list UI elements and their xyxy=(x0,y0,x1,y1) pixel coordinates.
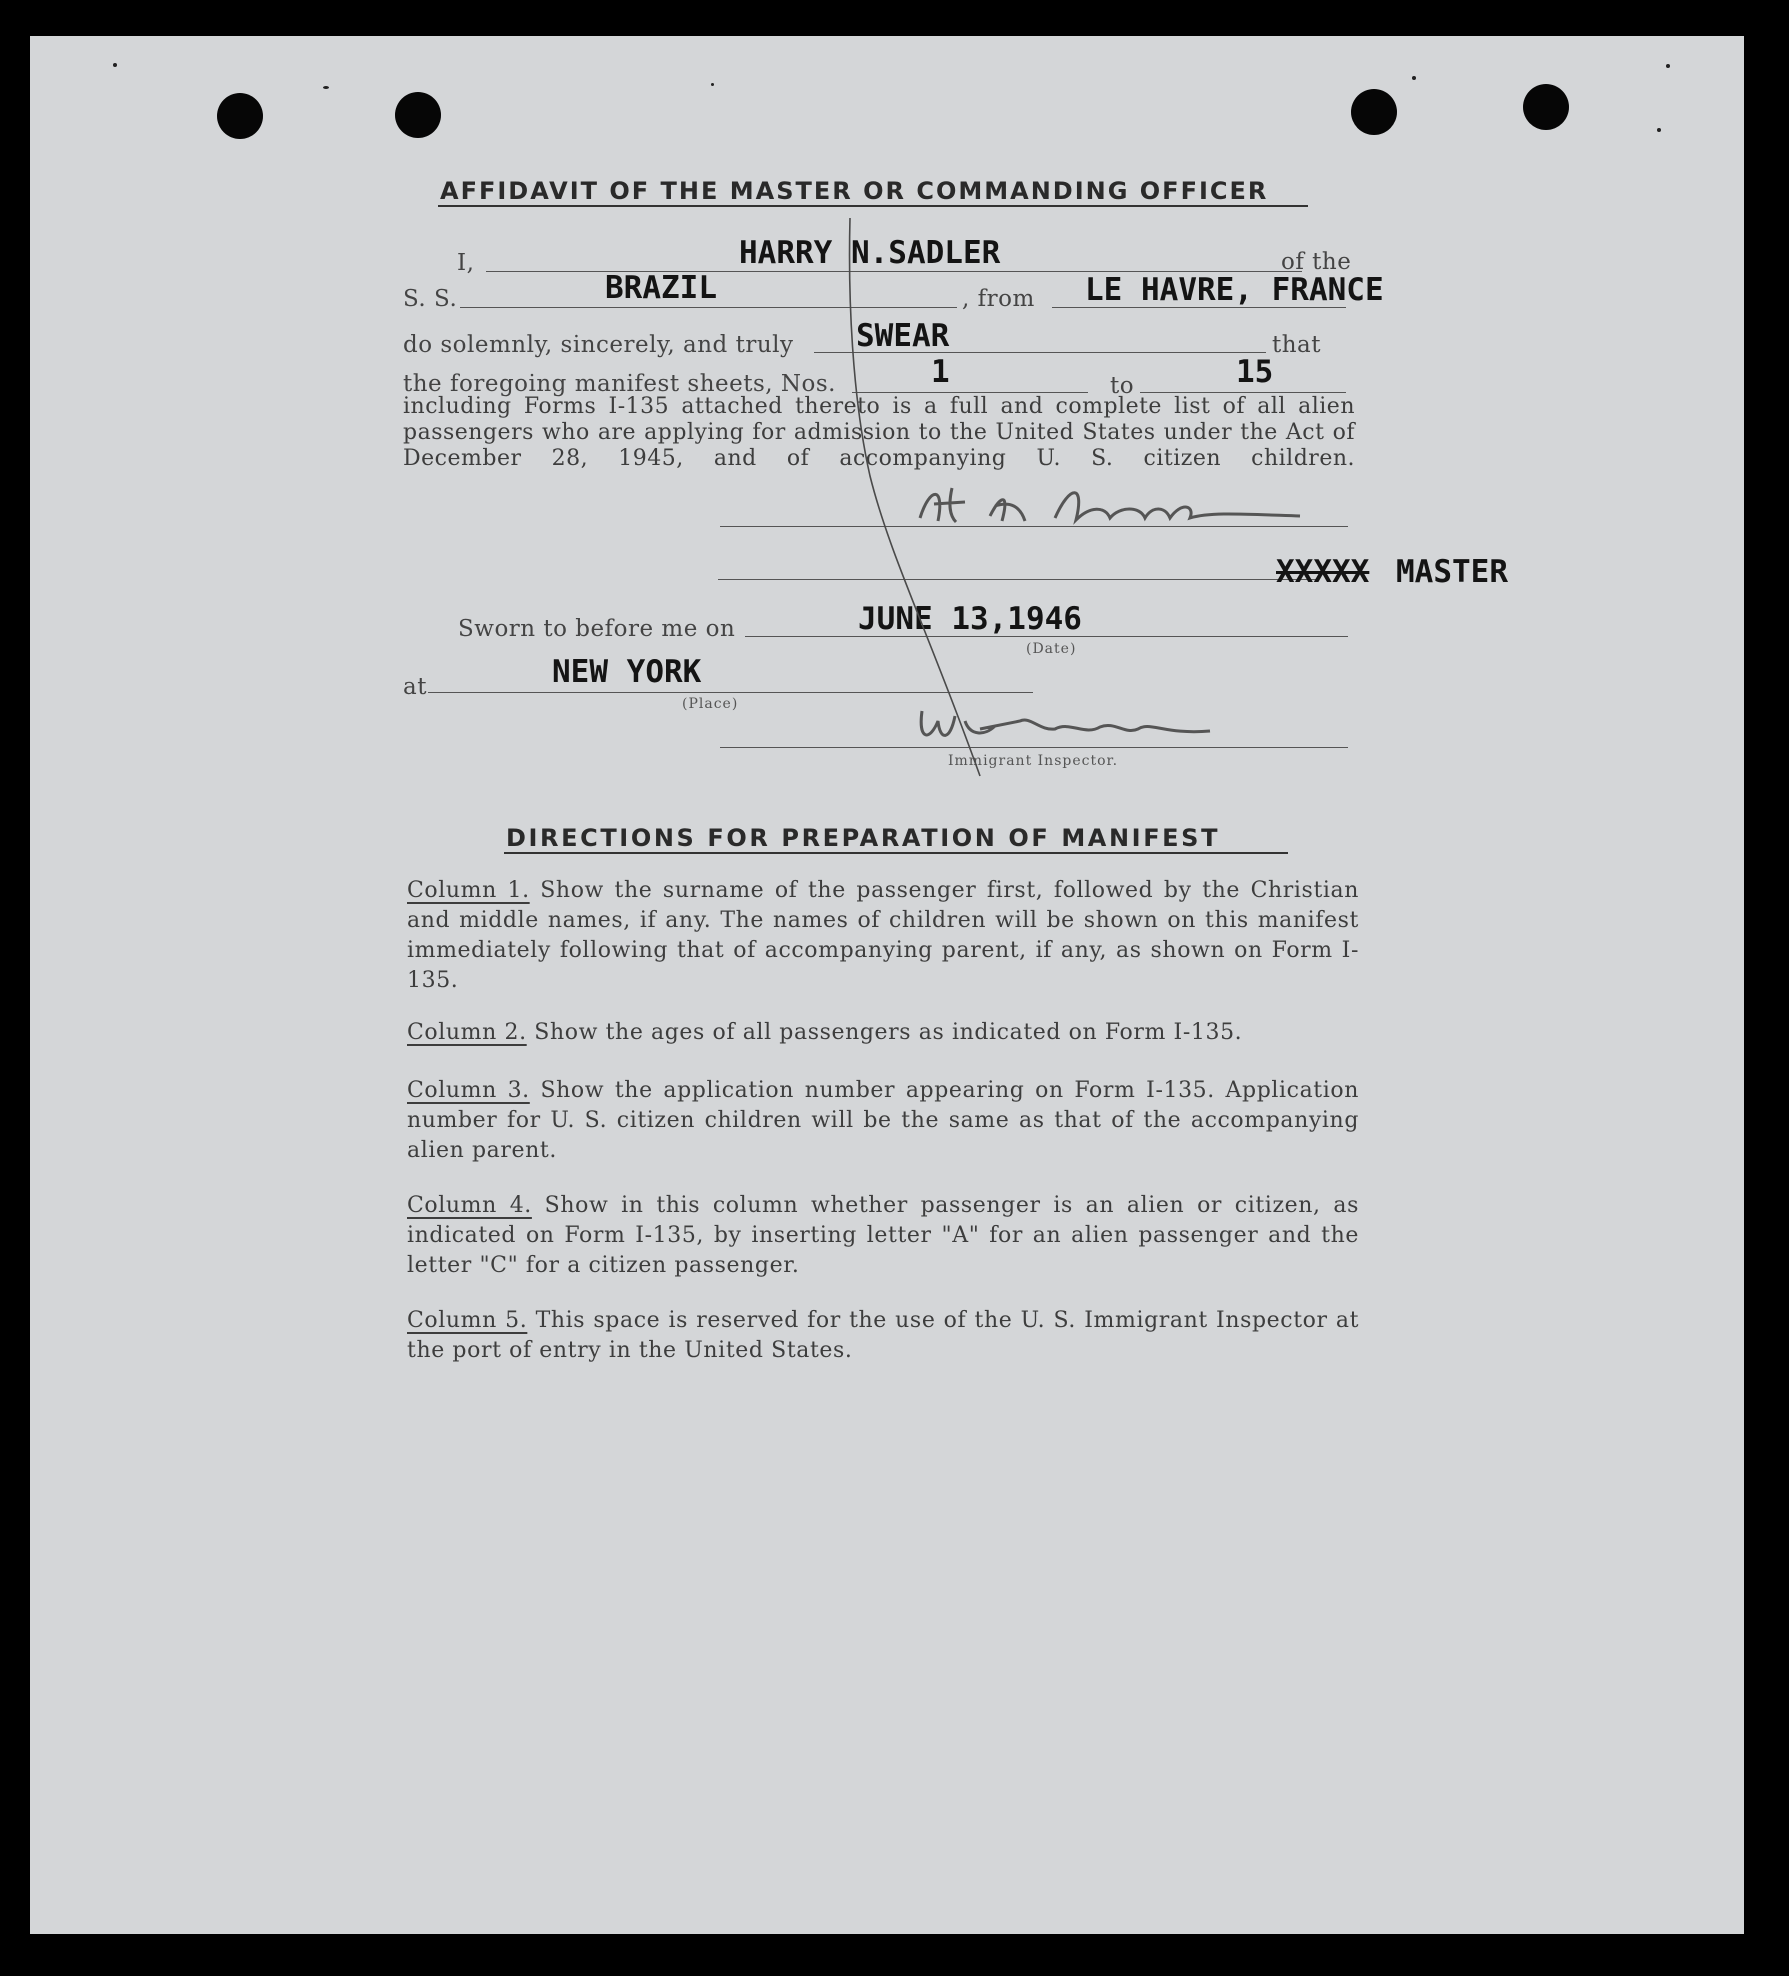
title-underline xyxy=(438,205,1308,207)
ship-name: BRAZIL xyxy=(605,270,717,306)
speck xyxy=(323,86,329,89)
sheet-to-line xyxy=(1140,392,1346,393)
place: NEW YORK xyxy=(552,654,702,690)
punch-hole xyxy=(395,92,441,138)
direction-column-3 xyxy=(407,1076,1359,1166)
direction-column-4 xyxy=(407,1191,1359,1281)
i-label: I, xyxy=(457,250,475,276)
sheets-text: the foregoing manifest sheets, Nos. xyxy=(403,371,836,397)
speck xyxy=(113,63,117,67)
at-label: at xyxy=(403,674,427,700)
port-from: LE HAVRE, FRANCE xyxy=(1085,272,1384,308)
column-label: Column 2. xyxy=(407,1020,527,1045)
sheet-to: 15 xyxy=(1236,354,1274,390)
affidavit-body: including Forms I-135 attached thereto is a full and complete list of all alien passengers who are applying for admission to the United States under the Act of December 28, 1945, and of accompanying U. S. citizen children. xyxy=(403,394,1355,471)
direction-column-2 xyxy=(407,1018,1359,1048)
punch-hole xyxy=(217,93,263,139)
master-name: HARRY N.SADLER xyxy=(739,235,1001,271)
inspector-caption: Immigrant Inspector. xyxy=(948,753,1119,769)
to-label: to xyxy=(1110,373,1135,399)
punch-hole xyxy=(1351,89,1397,135)
column-label: Column 5. xyxy=(407,1308,528,1333)
rank-struck xyxy=(1276,554,1369,590)
that-label: that xyxy=(1272,332,1322,358)
speck xyxy=(711,83,714,86)
oath-word: SWEAR xyxy=(856,318,950,354)
date-caption: (Date) xyxy=(1026,641,1077,657)
column-label: Column 1. xyxy=(407,878,530,903)
column-text: This space is reserved for the use of the U. S. Immigrant Inspector at the port of entry in the United States. xyxy=(407,1308,1360,1363)
of-the-label: of the xyxy=(1281,249,1352,275)
document-page xyxy=(30,36,1744,1934)
direction-column-1 xyxy=(407,876,1359,996)
column-label: Column 3. xyxy=(407,1078,530,1103)
solemnly-text: do solemnly, sincerely, and truly xyxy=(403,332,794,358)
speck xyxy=(1412,76,1416,80)
speck xyxy=(1657,128,1661,132)
punch-hole xyxy=(1523,84,1569,130)
column-text: Show the ages of all passengers as indicated on Form I-135. xyxy=(534,1020,1243,1045)
place-caption: (Place) xyxy=(682,696,739,712)
column-text: Show in this column whether passenger is an alien or citizen, as indicated on Form I-135, by inserting letter "A" for an alien passenger and the letter "C" for a citizen passenger. xyxy=(407,1193,1359,1278)
speck xyxy=(1666,64,1670,68)
directions-underline xyxy=(504,852,1288,854)
sheet-from: 1 xyxy=(931,354,950,390)
affidavit-title: AFFIDAVIT OF THE MASTER OR COMMANDING OFFICER xyxy=(440,177,1269,205)
rank: MASTER xyxy=(1396,554,1508,590)
ss-label: S. S. xyxy=(403,286,458,312)
column-text: Show the surname of the passenger first, followed by the Christian and middle names, if any. The names of children will be shown on this manifest immediately following that of accompanying parent, if any, as shown on Form I-135. xyxy=(407,878,1360,993)
title-struck: XXXXX xyxy=(1276,554,1370,590)
sworn-date: JUNE 13,1946 xyxy=(858,601,1082,637)
directions-title: DIRECTIONS FOR PREPARATION OF MANIFEST xyxy=(506,824,1221,852)
column-text: Show the application number appearing on Form I-135. Application number for U. S. citizen children will be the same as that of the accompanying alien parent. xyxy=(407,1078,1359,1163)
from-label: , from xyxy=(962,286,1035,312)
column-label: Column 4. xyxy=(407,1193,532,1218)
pencil-mark xyxy=(830,216,1050,796)
sworn-label: Sworn to before me on xyxy=(458,616,736,642)
direction-column-5 xyxy=(407,1306,1359,1366)
